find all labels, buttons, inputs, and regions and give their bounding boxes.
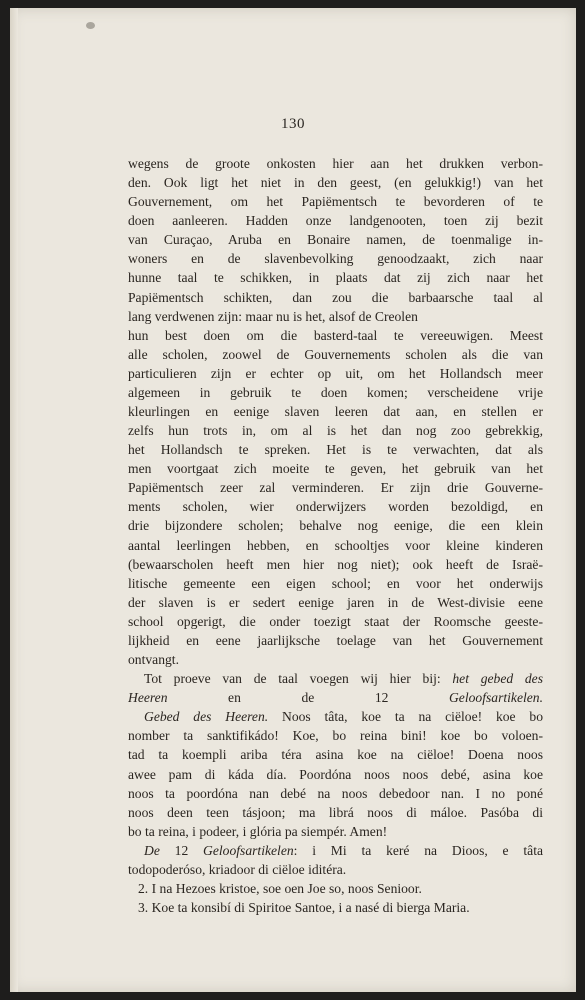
- text-line: [128, 574, 543, 593]
- text-line: [128, 536, 543, 555]
- text-run: (bewaarscholen heeft men hier nog niet); ook heeft de Israë-: [128, 556, 543, 572]
- text-line: [128, 803, 543, 822]
- text-run: der slaven is er sedert eenige jaren in de West-divisie eene: [128, 594, 543, 610]
- page-number: 130: [281, 116, 305, 132]
- text-run: tad ta koempli ariba téra asina koe na ciëloe! Doena noos: [128, 747, 543, 763]
- text-line: [128, 288, 543, 307]
- text-line: [128, 516, 543, 535]
- text-line: [128, 879, 543, 898]
- italic-text: het gebed des: [452, 671, 543, 687]
- text-run: lang verdwenen zijn: maar nu is het, alsof de Creolen: [128, 308, 418, 324]
- text-run: noos ta poordóna nan debé na noos debedoor nan. I no poné: [128, 785, 543, 801]
- text-run: en de 12: [167, 690, 449, 706]
- text-run: men voortgaat zich moeite te geven, het gebruik van het: [128, 461, 543, 477]
- text-run: doen aanleeren. Hadden onze landgenooten, toen zij bezit: [128, 213, 543, 229]
- italic-text: Gebed des Heeren.: [144, 709, 269, 725]
- text-run: algemeen in gebruik te doen komen; verscheidene vrije: [128, 384, 543, 400]
- text-run: Papiëmentsch zeer zal verminderen. Er zijn drie Gouverne-: [128, 480, 543, 496]
- text-run: 3. Koe ta konsibí di Spiritoe Santoe, i a nasé di bierga Maria.: [138, 900, 470, 916]
- text-run: bo ta reina, i podeer, i glória pa siempér. Amen!: [128, 823, 388, 839]
- text-line: [128, 612, 543, 631]
- text-line: [128, 249, 543, 268]
- text-line: [128, 326, 543, 345]
- text-line: [128, 669, 543, 688]
- text-line: [128, 402, 543, 421]
- text-line: [128, 822, 543, 841]
- text-line: [128, 497, 543, 516]
- text-line: [128, 192, 543, 211]
- text-line: [128, 860, 543, 879]
- text-run: hunne taal te schikken, in plaats dat zij zich naar het: [128, 270, 543, 286]
- text-line: [128, 726, 543, 745]
- text-run: Gouvernement, om het Papiëmentsch te bevorderen of te: [128, 194, 543, 210]
- text-line: [128, 268, 543, 287]
- text-line: [128, 784, 543, 803]
- text-run: school opgerigt, die onder toezigt staat der Roomsche geeste-: [128, 613, 543, 629]
- italic-text: Heeren: [128, 690, 168, 706]
- text-run: particulieren zijn er echter op uit, om het Hollandsch meer: [128, 365, 543, 381]
- text-line: [128, 707, 543, 726]
- text-run: litische gemeente een eigen school; en voor het onderwijs: [128, 575, 543, 591]
- text-run: ontvangt.: [128, 652, 179, 668]
- text-line: [128, 555, 543, 574]
- text-run: den. Ook ligt het niet in den geest, (en gelukkig!) van het: [128, 175, 543, 191]
- text-line: [128, 898, 543, 917]
- text-run: zelfs hun trots in, om al is het dan nog zoo gebrekkig,: [128, 423, 543, 439]
- text-line: [128, 593, 543, 612]
- text-run: nomber ta sanktifikádo! Koe, bo reina bini! koe bo voloen-: [128, 728, 543, 744]
- body-text: [128, 154, 543, 917]
- text-line: [128, 345, 543, 364]
- ink-spot: [86, 22, 95, 29]
- text-run: drie bijzondere scholen; behalve nog eenige, die een klein: [128, 518, 543, 534]
- text-run: hun best doen om die basterd-taal te vereeuwigen. Meest: [128, 327, 543, 343]
- text-run: het Hollandsch te spreken. Het is te verwachten, dat als: [128, 442, 543, 458]
- text-run: ments scholen, wier onderwijzers worden bezoldigd, en: [128, 499, 543, 515]
- text-run: : i Mi ta keré na Dioos, e tâta: [293, 842, 543, 858]
- text-line: [128, 383, 543, 402]
- text-line: [128, 841, 543, 860]
- text-line: [128, 765, 543, 784]
- text-line: [128, 745, 543, 764]
- text-run: aantal leerlingen hebben, en schooltjes voor kleine kinderen: [128, 537, 543, 553]
- italic-text: Geloofsartikelen: [203, 842, 294, 858]
- text-line: [128, 478, 543, 497]
- text-line: [128, 230, 543, 249]
- text-line: [128, 421, 543, 440]
- text-run: lijkheid en eene jaarlijksche toelage van het Gouvernement: [128, 632, 543, 648]
- text-run: woners en de slavenbevolking genoodzaakt, zich naar: [128, 251, 543, 267]
- text-line: [128, 307, 543, 326]
- text-line: [128, 211, 543, 230]
- text-line: [128, 440, 543, 459]
- text-line: [128, 154, 543, 173]
- book-page: [10, 8, 576, 992]
- text-line: [128, 364, 543, 383]
- text-run: van Curaçao, Aruba en Bonaire namen, de toenmalige in-: [128, 232, 543, 248]
- text-run: awee pam di káda día. Poordóna noos noos debé, asina koe: [128, 766, 543, 782]
- text-line: [128, 650, 543, 669]
- page-gutter: [10, 8, 18, 992]
- text-line: [128, 459, 543, 478]
- text-run: Noos tâta, koe ta na ciëloe! koe bo: [268, 709, 543, 725]
- text-run: wegens de groote onkosten hier aan het drukken verbon-: [128, 156, 543, 171]
- text-line: [128, 688, 543, 707]
- text-line: [128, 631, 543, 650]
- text-run: noos deen teen tásjoon; ma librá noos di máloe. Pasóba di: [128, 804, 543, 820]
- text-run: Tot proeve van de taal voegen wij hier bij:: [144, 671, 453, 687]
- text-run: 2. I na Hezoes kristoe, soe oen Joe so, noos Senioor.: [138, 880, 422, 896]
- text-run: alle scholen, zoowel de Gouvernements scholen als die van: [128, 346, 543, 362]
- text-line: [128, 173, 543, 192]
- italic-text: De: [144, 842, 160, 858]
- text-run: Papiëmentsch schikten, dan zou die barbaarsche taal al: [128, 289, 543, 305]
- italic-text: Geloofsartikelen.: [448, 690, 543, 706]
- text-run: 12: [159, 842, 204, 858]
- text-run: todopoderóso, kriadoor di ciëloe iditéra.: [128, 861, 347, 877]
- text-run: kleurlingen en eenige slaven leeren dat aan, en stellen er: [128, 404, 543, 420]
